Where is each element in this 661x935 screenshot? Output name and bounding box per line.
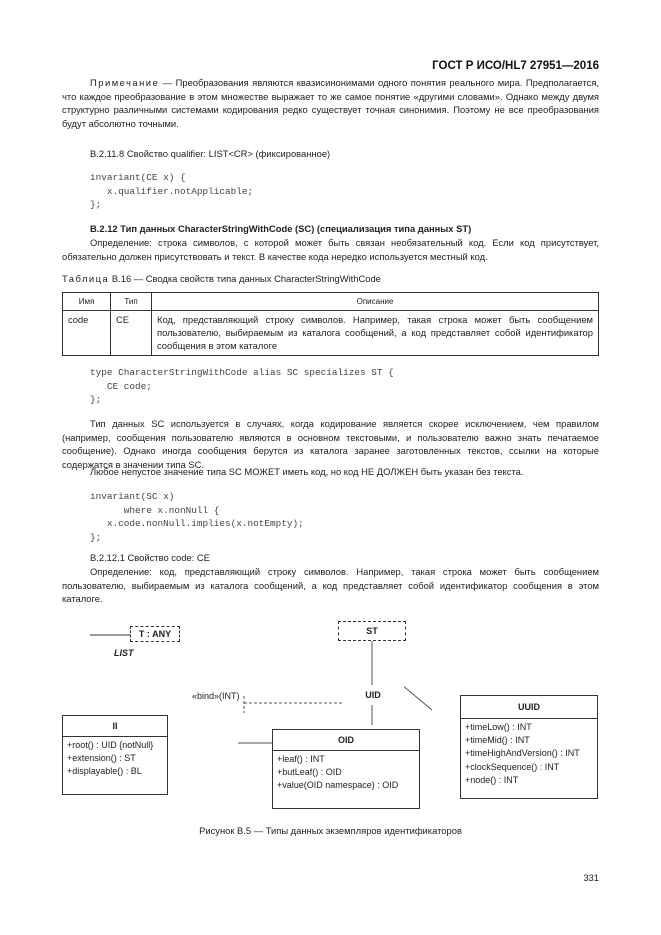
table-header-description: Описание	[152, 293, 599, 311]
note-label: Примечание	[90, 77, 160, 88]
table-row	[63, 311, 599, 356]
section-heading-b2121: В.2.12.1 Свойство code: CE	[90, 552, 210, 563]
code-definition-paragraph: Определение: код, представляющий строку символов. Например, такая строка может быть сообщением пользователю, выбираемым из каталога сообщений, а код представляет собой идентификатор сообщения в этом каталоге.	[62, 566, 599, 605]
section-heading-b212: В.2.12 Тип данных CharacterStringWithCode (SC) (специализация типа данных ST)	[90, 223, 472, 234]
code-block-invariant-ce: invariant(CE x) { x.qualifier.notApplicable; };	[90, 172, 254, 211]
table-caption-text: В.16 — Сводка свойств типа данных CharacterStringWithCode	[109, 273, 381, 284]
st-class: ST	[338, 621, 406, 641]
table-cell-name: code	[63, 311, 111, 356]
list-class-name: LIST	[114, 648, 134, 658]
uuid-class: UUID +timeLow() : INT +timeMid() : INT +timeHighAndVersion() : INT +clockSequence() : INT +node() : INT	[460, 695, 598, 799]
table-cell-description: Код, представляющий строку символов. Например, такая строка может быть сообщением пользователю, выбираемым из каталога сообщений, а код представляет собой идентификатор сообщения в этом каталоге	[152, 311, 599, 356]
table-caption-label: Таблица	[62, 273, 110, 284]
figure-caption: Рисунок В.5 — Типы данных экземпляров идентификаторов	[199, 825, 462, 836]
sc-nonempty-paragraph: Любое непустое значение типа SC МОЖЕТ иметь код, но код НЕ ДОЛЖЕН быть указан без текста.	[90, 466, 524, 477]
section-heading-b2118: В.2.11.8 Свойство qualifier: LIST<CR> (фиксированное)	[90, 148, 331, 159]
uid-class: UID	[342, 685, 404, 705]
note-paragraph	[62, 76, 599, 130]
page-number: 331	[583, 872, 599, 883]
oid-class: OID +leaf() : INT +butLeaf() : OID +value(OID namespace) : OID	[272, 729, 420, 809]
document-header: ГОСТ Р ИСО/HL7 27951—2016	[432, 60, 599, 72]
definition-paragraph: Определение: строка символов, с которой может быть связан необязательный код. Если код присутствует, обязательно должен присутствовать и текст. В качестве кода нередко используется местный код.	[62, 237, 599, 262]
code-block-type-sc: type CharacterStringWithCode alias SC specializes ST { CE code; };	[90, 367, 394, 406]
list-template-param: T : ANY	[130, 626, 180, 642]
table-header-name: Имя	[63, 293, 111, 311]
table-header-type: Тип	[111, 293, 152, 311]
table-caption	[62, 272, 381, 286]
bind-stereotype-label: «bind»(INT)	[192, 691, 240, 701]
ii-class: II +root() : UID {notNull} +extension() : ST +displayable() : BL	[62, 715, 168, 795]
uml-diagram	[62, 615, 599, 815]
oid-operations: +leaf() : INT +butLeaf() : OID +value(OID namespace) : OID	[277, 754, 399, 791]
table-cell-type: CE	[111, 311, 152, 356]
table-header-row	[63, 293, 599, 311]
uuid-generalization	[402, 685, 432, 710]
note-text: — Преобразования являются квазисинонимами одного понятия реального мира. Предполагается, что каждое преобразование в этом множестве выражает то же самое понятие «другими словами». Однако между двумя структурно различными системами кодирования редко существует точная синонимия. Поэтому не все преобразования будут абсолютно точными.	[62, 77, 599, 129]
ii-operations: +root() : UID {notNull} +extension() : ST +displayable() : BL	[67, 740, 154, 777]
code-block-invariant-sc: invariant(SC x) where x.nonNull { x.code.nonNull.implies(x.notEmpty); };	[90, 491, 304, 543]
uuid-operations: +timeLow() : INT +timeMid() : INT +timeHighAndVersion() : INT +clockSequence() : INT +node() : INT	[465, 722, 580, 785]
sc-usage-paragraph: Тип данных SC используется в случаях, когда кодирование является скорее исключением, чем правилом (например, сообщения пользователю являются в основном текстовыми, и пользователю важно знать печатаемое сообщение). Однако иногда сообщения берутся из каталога заранее заготовленных текстов, ссылки на которые содержатся в значении типа SC.	[62, 418, 599, 470]
properties-table	[62, 292, 599, 356]
